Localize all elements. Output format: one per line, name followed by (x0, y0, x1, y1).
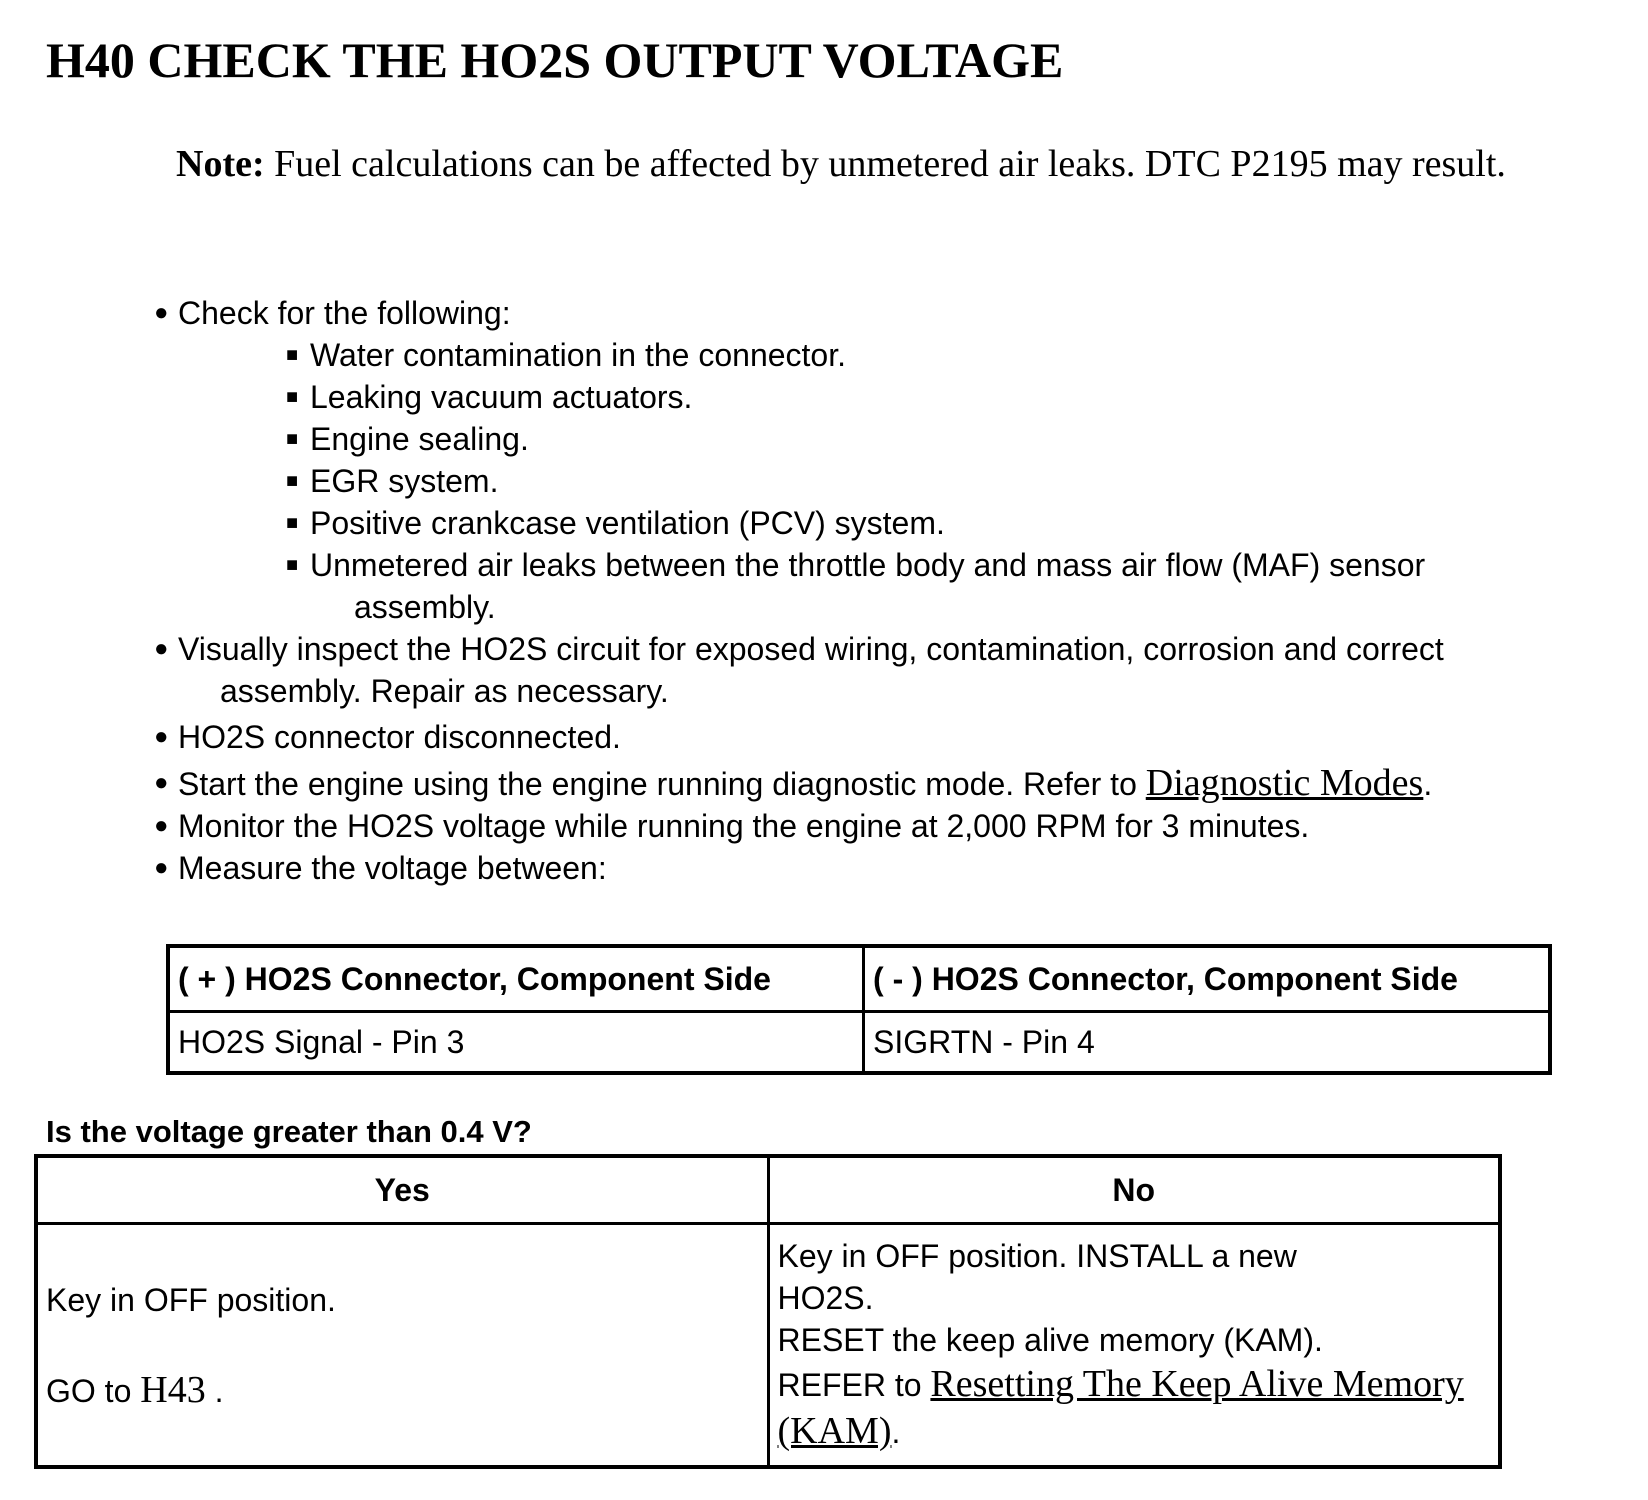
check-item: ■ Positive crankcase ventilation (PCV) system. (150, 502, 1630, 544)
bullet-icon: ● (154, 854, 169, 881)
resetting-kam-link[interactable]: Resetting The Keep Alive Memory (KAM) (777, 1363, 1464, 1452)
check-item: ■ Unmetered air leaks between the throttle body and mass air flow (MAF) sensor assembly. (150, 544, 1630, 628)
decision-question: Is the voltage greater than 0.4 V? (46, 1114, 532, 1149)
step-monitor: ● Monitor the HO2S voltage while running the engine at 2,000 RPM for 3 minutes. (150, 805, 1630, 847)
square-bullet-icon: ■ (286, 428, 299, 450)
decision-header-row (36, 1156, 1500, 1224)
square-bullet-icon: ■ (286, 344, 299, 366)
decision-table (34, 1154, 1502, 1469)
note-paragraph (176, 140, 1616, 188)
square-bullet-icon: ■ (286, 512, 299, 534)
square-bullet-icon: ■ (286, 470, 299, 492)
check-item: ■ Leaking vacuum actuators. (150, 376, 1630, 418)
table-header-row (168, 946, 1550, 1012)
no-action-cell: Key in OFF position. INSTALL a new HO2S. RESET the keep alive memory (KAM). REFER to Resetting The Keep Alive Memory (KAM). (768, 1224, 1500, 1468)
decision-row (36, 1224, 1500, 1468)
bullet-icon: ● (154, 812, 169, 839)
step-measure: ● Measure the voltage between: (150, 847, 1630, 889)
step-disconnected: ● HO2S connector disconnected. (150, 716, 1630, 758)
step-visual-inspect: ● Visually inspect the HO2S circuit for exposed wiring, contamination, corrosion and correct assembly. Repair as necessary. (150, 628, 1630, 712)
yes-header: Yes (36, 1156, 768, 1224)
square-bullet-icon: ■ (286, 386, 299, 408)
step-check-intro: ● Check for the following: (150, 292, 1630, 334)
step-start-engine: ● Start the engine using the engine running diagnostic mode. Refer to Diagnostic Modes. (154, 762, 1433, 804)
bullet-icon: ● (154, 299, 169, 326)
check-item: ■ EGR system. (150, 460, 1630, 502)
procedure-steps (150, 292, 1630, 889)
square-bullet-icon: ■ (286, 554, 299, 576)
bullet-icon: ● (154, 723, 169, 750)
measurement-table (166, 944, 1552, 1075)
negative-connector-header: ( - ) HO2S Connector, Component Side (864, 946, 1550, 1012)
check-item: ■ Engine sealing. (150, 418, 1630, 460)
yes-action-cell: Key in OFF position. GO to H43 . (36, 1224, 768, 1468)
page-title: H40 CHECK THE HO2S OUTPUT VOLTAGE (46, 32, 1064, 88)
no-header: No (768, 1156, 1500, 1224)
positive-connector-header: ( + ) HO2S Connector, Component Side (168, 946, 864, 1012)
note-text: Fuel calculations can be affected by unmetered air leaks. DTC P2195 may result. (274, 143, 1506, 185)
goto-h43-link[interactable]: H43 (140, 1368, 206, 1411)
positive-pin-cell: HO2S Signal - Pin 3 (168, 1012, 864, 1074)
check-item: ■ Water contamination in the connector. (150, 334, 1630, 376)
negative-pin-cell: SIGRTN - Pin 4 (864, 1012, 1550, 1074)
bullet-icon: ● (154, 769, 169, 796)
note-label: Note: (176, 143, 265, 185)
diagnostic-modes-link[interactable]: Diagnostic Modes (1145, 762, 1424, 804)
bullet-icon: ● (154, 635, 169, 662)
table-row (168, 1012, 1550, 1074)
